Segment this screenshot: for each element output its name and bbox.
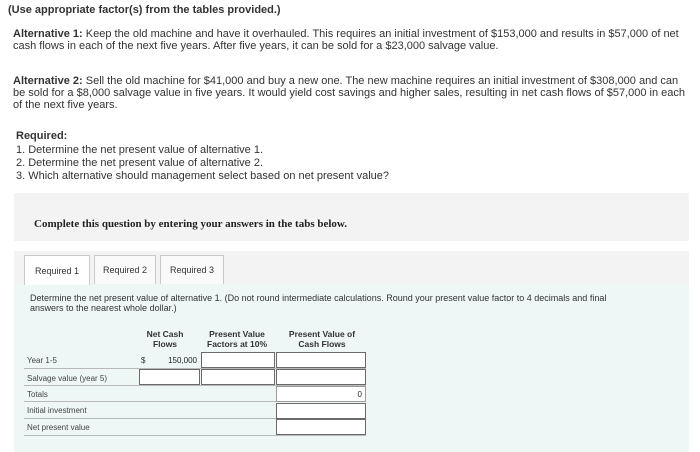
alternative-1-text: Keep the old machine and have it overhauled. This requires an initial investment of $153,000 and results in $57,000 of net cash flows in each of the next five years. After five years, it can be sold for a $23,000 salvage value. [13, 28, 679, 52]
alternative-2-label: Alternative 2: [13, 75, 83, 87]
row-divider [24, 435, 366, 436]
tab-required-1[interactable]: Required 1 [24, 255, 90, 286]
factor-note: (Use appropriate factor(s) from the tables provided.) [8, 4, 281, 16]
alternative-1-label: Alternative 1: [13, 28, 83, 40]
instruction-panel [14, 193, 689, 241]
currency-symbol: $ [141, 356, 146, 365]
row-label-totals: Totals [27, 389, 48, 399]
tab-required-3[interactable]: Required 3 [160, 255, 224, 284]
col-header-pv-cash-flows: Present Value of Cash Flows [288, 329, 356, 349]
pv-cash-year-1-5-input[interactable] [276, 352, 366, 368]
col-header-net-cash-flows: Net Cash Flows [146, 329, 184, 349]
col-header-pv-factor: Present Value Factors at 10% [207, 329, 267, 349]
alternative-1 [13, 28, 693, 52]
pv-cash-salvage-input[interactable] [276, 369, 366, 385]
net-cash-salvage-input[interactable] [139, 369, 200, 385]
required-item-1: 1. Determine the net present value of alternative 1. [16, 144, 264, 156]
alternative-2 [13, 75, 693, 111]
required-item-3: 3. Which alternative should management select based on net present value? [16, 170, 390, 182]
row-label-year-1-5: Year 1-5 [27, 355, 57, 365]
instruction-text: Complete this question by entering your answers in the tabs below. [34, 218, 348, 230]
alternative-2-text: Sell the old machine for $41,000 and buy a new one. The new machine requires an initial investment of $308,000 and can be sold for a $8,000 salvage value in five years. It would yield cost savings and higher sales, resulting in net cash flows of $57,000 in each of the next five years. [13, 75, 686, 111]
pv-cash-totals: 0 [276, 386, 366, 402]
row-label-npv: Net present value [27, 422, 90, 432]
pv-cash-initial-investment-input[interactable] [276, 403, 366, 419]
net-cash-year-1-5: 150,000 [168, 355, 197, 365]
pv-factor-salvage-input[interactable] [201, 369, 275, 385]
tab-required-2[interactable]: Required 2 [94, 255, 156, 284]
row-label-salvage: Salvage value (year 5) [27, 373, 108, 383]
row-label-initial-investment: Initial investment [27, 405, 87, 415]
required-item-2: 2. Determine the net present value of alternative 2. [16, 157, 264, 169]
pv-cash-npv-input[interactable] [276, 419, 366, 435]
required-title: Required: [16, 130, 68, 142]
pv-factor-year-1-5-input[interactable] [201, 352, 275, 368]
content-instruction: Determine the net present value of alternative 1. (Do not round intermediate calculations. Round your present value factor to 4 decimals and final answers to the nearest whole dollar.) [30, 293, 607, 313]
